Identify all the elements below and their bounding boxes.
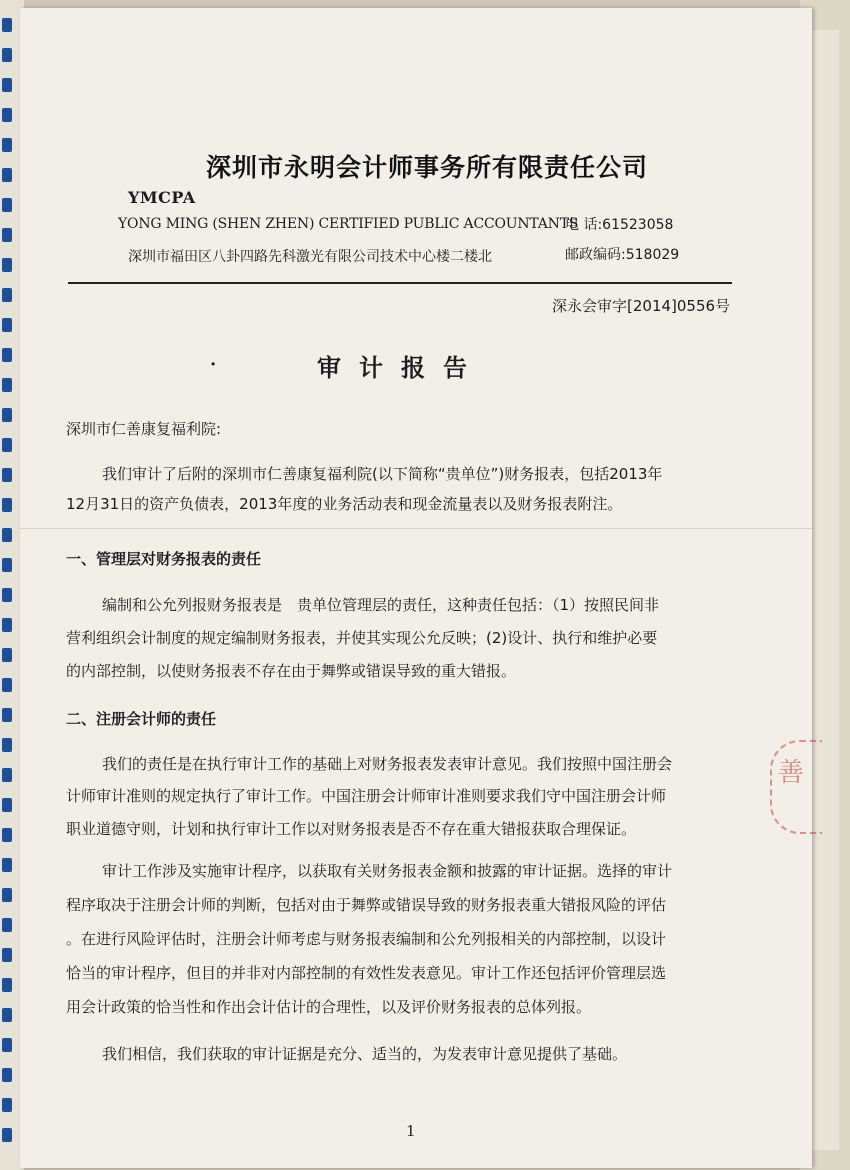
binding-coil-icon	[2, 708, 12, 722]
binding-coil-icon	[2, 408, 12, 422]
section1-heading: 一、管理层对财务报表的责任	[66, 550, 262, 568]
binding-coil-icon	[2, 558, 12, 572]
binding-coil-icon	[2, 738, 12, 752]
binding-coil-icon	[2, 1098, 12, 1112]
section2-para1-line-3: 职业道德守则，计划和执行审计工作以对财务报表是否不存在重大错报获取合理保证。	[66, 820, 637, 838]
binding-coil-icon	[2, 198, 12, 212]
binding-coil-icon	[2, 618, 12, 632]
firm-name-english: YONG MING (SHEN ZHEN) CERTIFIED PUBLIC ACCOUNTANTS	[118, 216, 579, 232]
binding-coil-icon	[2, 1068, 12, 1082]
binding-coil-icon	[2, 78, 12, 92]
bullet-dot: ·	[210, 354, 217, 375]
binding-coil-icon	[2, 288, 12, 302]
firm-postal-code: 邮政编码:518029	[565, 247, 680, 263]
underlying-sheet-edge	[808, 30, 839, 1150]
binding-coil-icon	[2, 828, 12, 842]
binding-coil-icon	[2, 438, 12, 452]
binding-coil-icon	[2, 888, 12, 902]
letterhead-divider	[68, 282, 732, 284]
binding-coil-icon	[2, 258, 12, 272]
binding-coil-icon	[2, 138, 12, 152]
binding-coil-icon	[2, 648, 12, 662]
page-number: 1	[406, 1122, 416, 1140]
binding-coil-icon	[2, 498, 12, 512]
section2-para3-line-1: 我们相信，我们获取的审计证据是充分、适当的，为发表审计意见提供了基础。	[102, 1045, 628, 1063]
binding-coil-icon	[2, 678, 12, 692]
binding-coil-icon	[2, 1128, 12, 1142]
section2-para2-line-3: 。在进行风险评估时，注册会计师考虑与财务报表编制和公允列报相关的内部控制，以设计	[66, 930, 667, 948]
section1-line-3: 的内部控制，以使财务报表不存在由于舞弊或错误导致的重大错报。	[66, 662, 517, 680]
section2-para1-line-1: 我们的责任是在执行审计工作的基础上对财务报表发表审计意见。我们按照中国注册会	[102, 755, 673, 773]
binding-coil-icon	[2, 918, 12, 932]
binding-coil-icon	[2, 858, 12, 872]
firm-abbreviation: YMCPA	[128, 188, 196, 207]
section1-line-2: 营利组织会计制度的规定编制财务报表，并使其实现公允反映；(2)设计、执行和维护必要	[66, 629, 658, 647]
firm-name-chinese: 深圳市永明会计师事务所有限责任公司	[206, 153, 649, 182]
binding-coil-icon	[2, 378, 12, 392]
section2-para1-line-2: 计师审计准则的规定执行了审计工作。中国注册会计师审计准则要求我们守中国注册会计师	[66, 787, 667, 805]
binding-coil-icon	[2, 228, 12, 242]
reference-number: 深永会审字[2014]0556号	[552, 297, 731, 315]
binding-coil-icon	[2, 318, 12, 332]
binding-coil-icon	[2, 1008, 12, 1022]
binding-coil-icon	[2, 348, 12, 362]
firm-telephone: 电 话:61523058	[565, 217, 674, 233]
stamp-character: 善	[778, 758, 805, 788]
binding-coil-icon	[2, 588, 12, 602]
binding-coil-icon	[2, 768, 12, 782]
addressee: 深圳市仁善康复福利院:	[66, 420, 222, 438]
section1-line-1: 编制和公允列报财务报表是 贵单位管理层的责任，这种责任包括：（1）按照民间非	[102, 596, 660, 614]
section2-para2-line-5: 用会计政策的恰当性和作出会计估计的合理性，以及评价财务报表的总体列报。	[66, 998, 592, 1016]
binding-coil-icon	[2, 18, 12, 32]
binding-coil-icon	[2, 1038, 12, 1052]
firm-address: 深圳市福田区八卦四路先科激光有限公司技术中心楼二楼北	[128, 249, 492, 265]
section2-heading: 二、注册会计师的责任	[66, 710, 217, 728]
intro-line-1: 我们审计了后附的深圳市仁善康复福利院(以下简称“贵单位”)财务报表，包括2013年	[102, 465, 663, 483]
section2-para2-line-4: 恰当的审计程序，但目的并非对内部控制的有效性发表意见。审计工作还包括评价管理层选	[66, 964, 667, 982]
report-title: 审计报告	[317, 354, 485, 382]
red-seal-stamp	[770, 740, 822, 834]
section2-para2-line-2: 程序取决于注册会计师的判断，包括对由于舞弊或错误导致的财务报表重大错报风险的评估	[66, 896, 667, 914]
binding-coil-icon	[2, 468, 12, 482]
binding-coil-icon	[2, 528, 12, 542]
section2-para2-line-1: 审计工作涉及实施审计程序，以获取有关财务报表金额和披露的审计证据。选择的审计	[102, 862, 673, 880]
binding-coil-icon	[2, 978, 12, 992]
binding-coil-icon	[2, 168, 12, 182]
binding-coil-icon	[2, 108, 12, 122]
page-fold-line	[20, 528, 812, 529]
document-page	[20, 8, 812, 1168]
binding-coil-icon	[2, 948, 12, 962]
binding-coil-icon	[2, 798, 12, 812]
binding-coil-icon	[2, 48, 12, 62]
intro-line-2: 12月31日的资产负债表，2013年度的业务活动表和现金流量表以及财务报表附注。	[66, 495, 623, 513]
